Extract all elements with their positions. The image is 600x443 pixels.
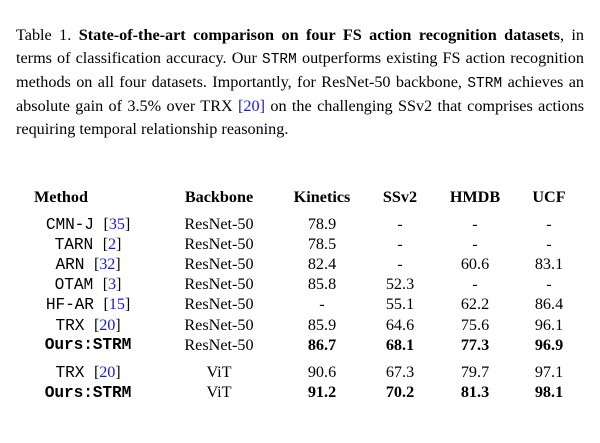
comparison-table: [17, 179, 583, 406]
cell-method: [17, 362, 159, 382]
cell-ucf: -: [546, 214, 552, 233]
table-row: [17, 315, 583, 335]
cell-method: [17, 214, 159, 234]
cell-backbone: ResNet-50: [184, 275, 254, 294]
caption-text-2: outperforms existing FS action recognition methods on all four datasets. Importantly, for ResNet-50 backbone,: [16, 48, 584, 91]
table-spacer: [17, 403, 583, 406]
cell-backbone: ResNet-50: [184, 315, 254, 334]
citation-bracket-close: ]: [124, 295, 131, 314]
citation-link[interactable]: 20: [99, 315, 116, 334]
caption-text-4: on the challenging SSv2 that comprises actions requiring temporal relationship reasoning.: [16, 97, 584, 138]
method-name: HF-AR: [45, 296, 94, 315]
cell-hmdb: 81.3: [460, 383, 490, 402]
results-table: [17, 179, 583, 406]
citation-bracket-open: [: [93, 254, 100, 273]
table-row: [17, 254, 583, 274]
cell-kinetics: -: [319, 295, 325, 314]
column-header-kinetics: Kinetics: [293, 188, 351, 206]
citation-link[interactable]: 32: [99, 254, 116, 273]
cell-kinetics: 78.9: [307, 214, 337, 233]
cell-hmdb: -: [472, 275, 478, 294]
method-name: Ours:STRM: [44, 383, 132, 402]
table-row: [17, 234, 583, 254]
citation-link[interactable]: 2: [108, 234, 117, 253]
cell-backbone: ResNet-50: [184, 335, 254, 354]
cell-ssv2: 70.2: [385, 383, 415, 402]
table-row: [17, 275, 583, 295]
caption-label: Table 1.: [16, 26, 72, 45]
cell-kinetics: 85.9: [307, 315, 337, 334]
cell-method: [17, 315, 159, 335]
cell-method: [17, 275, 159, 295]
caption-bold-lead: State-of-the-art comparison on four FS action recognition datasets: [78, 26, 560, 45]
cell-hmdb: -: [472, 234, 478, 253]
method-name: CMN-J: [45, 215, 94, 234]
cell-method: [17, 234, 159, 254]
method-name: TRX: [55, 316, 85, 335]
cell-ssv2: 67.3: [385, 362, 415, 381]
column-header-hmdb: HMDB: [449, 188, 501, 206]
method-name: ARN: [55, 255, 85, 274]
citation-bracket-close: ]: [115, 362, 121, 381]
table-row: [17, 383, 583, 403]
citation-bracket-close: ]: [116, 234, 122, 253]
cell-hmdb: 75.6: [460, 315, 490, 334]
cell-backbone: ResNet-50: [184, 234, 254, 253]
citation-link[interactable]: 20: [99, 362, 116, 381]
column-header-ssv2: SSv2: [382, 188, 418, 206]
table-body: [17, 179, 583, 406]
citation-bracket-close: ]: [115, 254, 121, 273]
cell-ucf: 97.1: [534, 362, 564, 381]
cell-ssv2: 52.3: [385, 275, 415, 294]
cell-ssv2: -: [397, 234, 403, 253]
cell-backbone: ViT: [206, 383, 232, 402]
caption-citation-20[interactable]: [20]: [238, 97, 266, 116]
citation-bracket-open: [: [93, 362, 100, 381]
caption-text-3: achieves an absolute gain of 3.5% over TRX: [16, 73, 584, 116]
cell-kinetics: 85.8: [307, 275, 337, 294]
citation-link[interactable]: 35: [108, 214, 125, 233]
column-header-ucf: UCF: [532, 188, 566, 206]
cell-kinetics: 82.4: [307, 254, 337, 273]
cell-kinetics: 91.2: [307, 383, 337, 402]
caption-text-1: , in terms of classification accuracy. Our: [16, 26, 585, 67]
column-header-backbone: Backbone: [184, 188, 254, 206]
cell-ssv2: -: [397, 214, 403, 233]
cell-hmdb: 79.7: [460, 362, 490, 381]
citation-bracket-open: [: [93, 315, 100, 334]
cell-ucf: 83.1: [534, 254, 564, 273]
cell-backbone: ResNet-50: [184, 214, 254, 233]
cell-backbone: ResNet-50: [184, 254, 254, 273]
citation-bracket-open: [: [102, 275, 109, 294]
cell-method: [17, 383, 159, 403]
cell-method: [17, 335, 159, 355]
cell-kinetics: 78.5: [307, 234, 337, 253]
cell-ucf: 98.1: [534, 383, 564, 402]
method-name: Ours:STRM: [44, 336, 132, 355]
cell-hmdb: 60.6: [460, 254, 490, 273]
cell-method: [17, 295, 159, 315]
caption-mono-strm-2: STRM: [467, 76, 503, 92]
cell-ucf: -: [546, 275, 552, 294]
method-name: OTAM: [54, 276, 94, 295]
table-header-row: [17, 185, 583, 210]
citation-bracket-close: ]: [124, 214, 131, 233]
column-header-method: Method: [34, 188, 88, 206]
cell-ucf: 96.9: [534, 335, 564, 354]
method-name: TARN: [54, 235, 94, 254]
cell-kinetics: 90.6: [307, 362, 337, 381]
cell-kinetics: 86.7: [307, 335, 337, 354]
cell-method: [17, 254, 159, 274]
table-row: [17, 362, 583, 382]
cell-ssv2: -: [397, 254, 403, 273]
citation-bracket-close: ]: [116, 275, 122, 294]
cell-backbone: ViT: [206, 362, 232, 381]
method-name: TRX: [55, 363, 85, 382]
citation-link[interactable]: 15: [108, 295, 125, 314]
citation-bracket-open: [: [102, 234, 109, 253]
table-row: [17, 295, 583, 315]
cell-ssv2: 64.6: [385, 315, 415, 334]
cell-ucf: -: [546, 234, 552, 253]
cell-ucf: 86.4: [534, 295, 564, 314]
citation-bracket-open: [: [103, 214, 109, 233]
table-caption: [16, 24, 584, 140]
cell-ssv2: 55.1: [385, 295, 415, 314]
citation-bracket-close: ]: [115, 315, 121, 334]
cell-ucf: 96.1: [534, 315, 564, 334]
citation-link[interactable]: 3: [108, 275, 117, 294]
cell-hmdb: -: [472, 214, 478, 233]
table-row: [17, 335, 583, 355]
caption-mono-strm-1: STRM: [261, 51, 297, 68]
cell-ssv2: 68.1: [385, 335, 415, 354]
citation-bracket-open: [: [103, 295, 109, 314]
cell-hmdb: 77.3: [460, 335, 490, 354]
cell-hmdb: 62.2: [460, 295, 490, 314]
table-row: [17, 214, 583, 234]
cell-backbone: ResNet-50: [184, 295, 254, 314]
